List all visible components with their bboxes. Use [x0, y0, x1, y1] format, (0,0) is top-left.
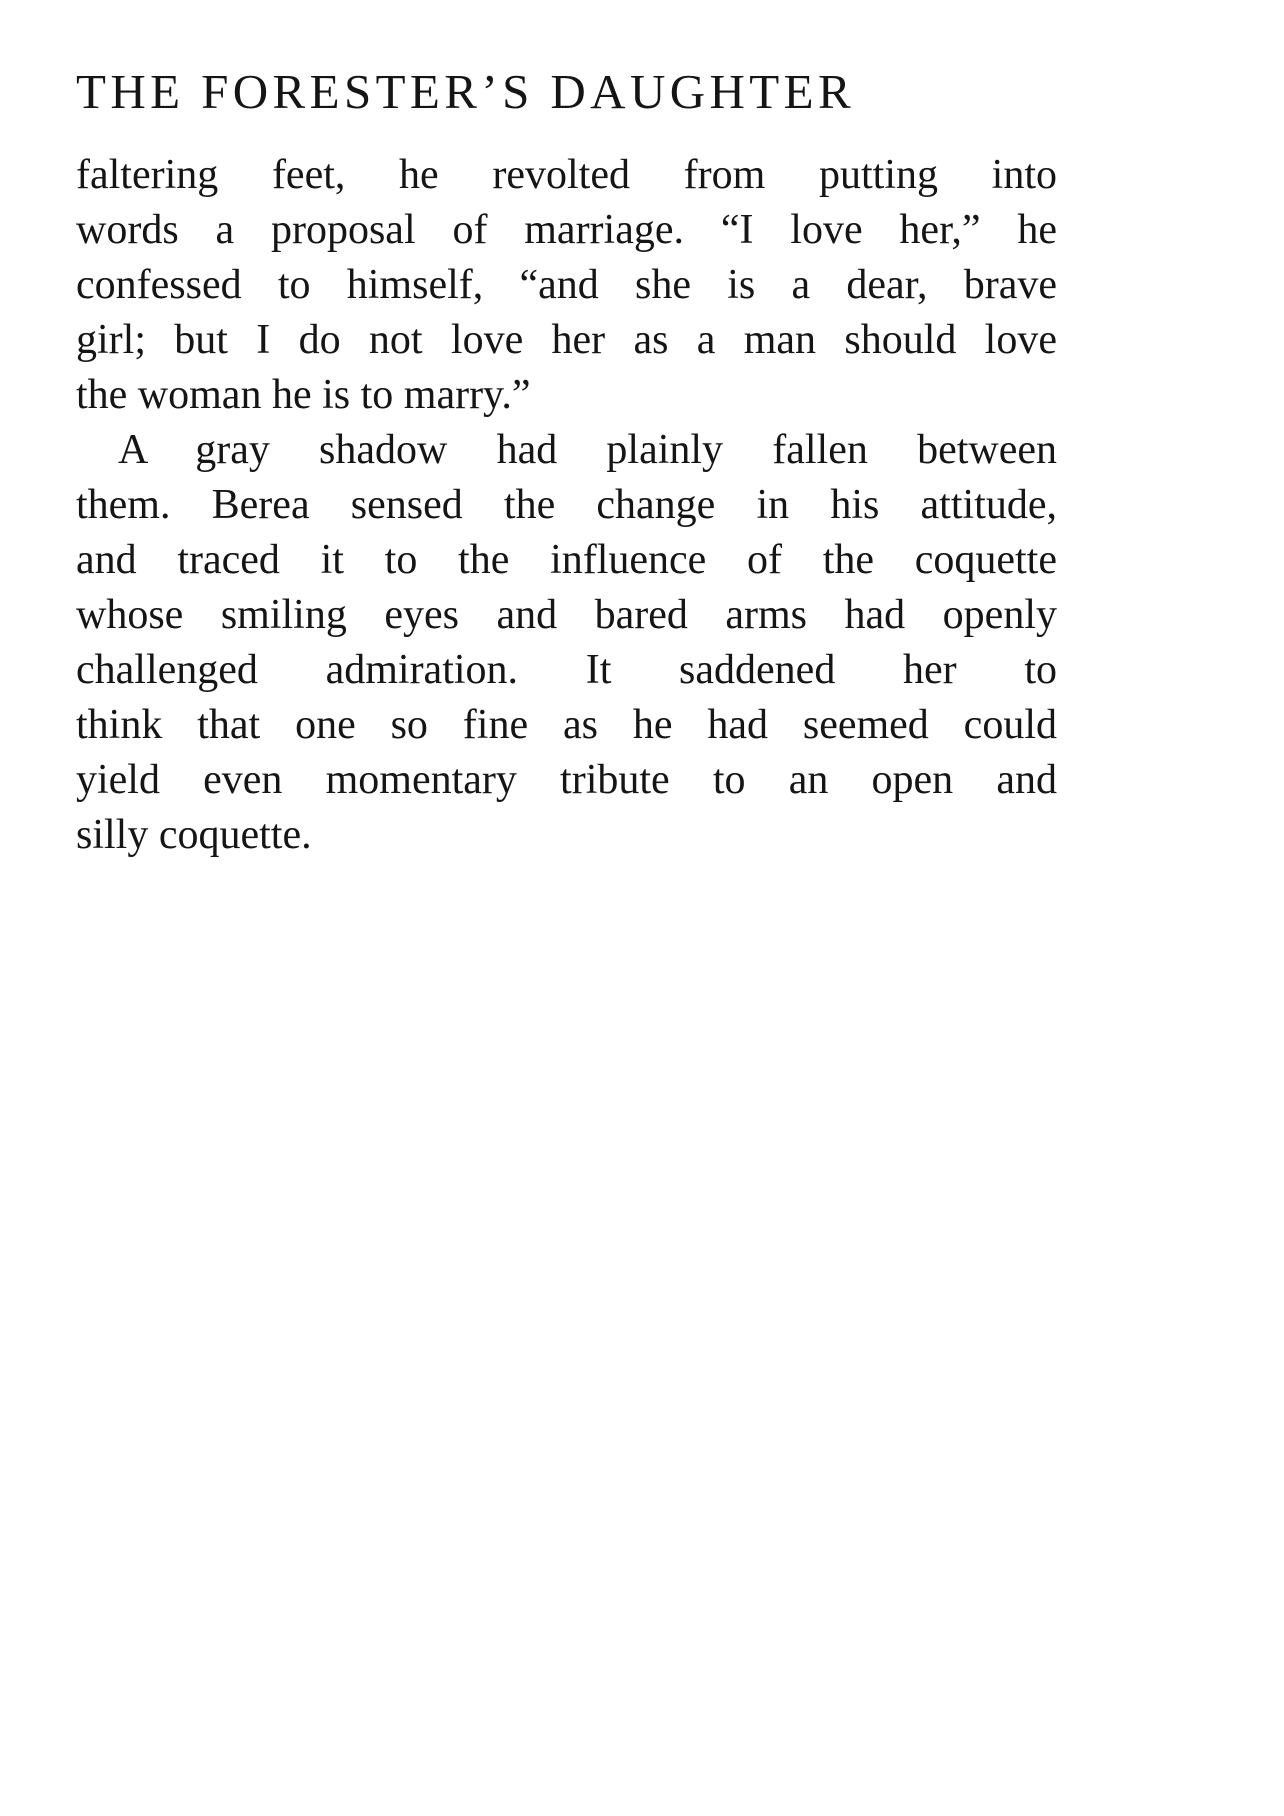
- text-line: whose smiling eyes and bared arms had openly: [76, 592, 1057, 638]
- text-line: yield even momentary tribute to an open and: [76, 757, 1057, 803]
- running-head: THE FORESTER’S DAUGHTER: [76, 64, 856, 119]
- text-line: A gray shadow had plainly fallen between: [118, 427, 1057, 473]
- text-line: faltering feet, he revolted from putting into: [76, 152, 1057, 198]
- text-line: think that one so fine as he had seemed could: [76, 702, 1057, 748]
- text-line: silly coquette.: [76, 812, 312, 858]
- text-line: the woman he is to marry.”: [76, 372, 531, 418]
- text-line: and traced it to the influence of the coquette: [76, 537, 1057, 583]
- text-line: confessed to himself, “and she is a dear, brave: [76, 262, 1057, 308]
- paragraph-2: [76, 423, 1057, 863]
- text-line: challenged admiration. It saddened her to: [76, 647, 1057, 693]
- text-line: words a proposal of marriage. “I love her,” he: [76, 207, 1057, 253]
- text-line: them. Berea sensed the change in his attitude,: [76, 482, 1057, 528]
- paragraph-1: [76, 148, 1057, 423]
- text-line: girl; but I do not love her as a man should love: [76, 317, 1057, 363]
- body-text: [76, 148, 1057, 863]
